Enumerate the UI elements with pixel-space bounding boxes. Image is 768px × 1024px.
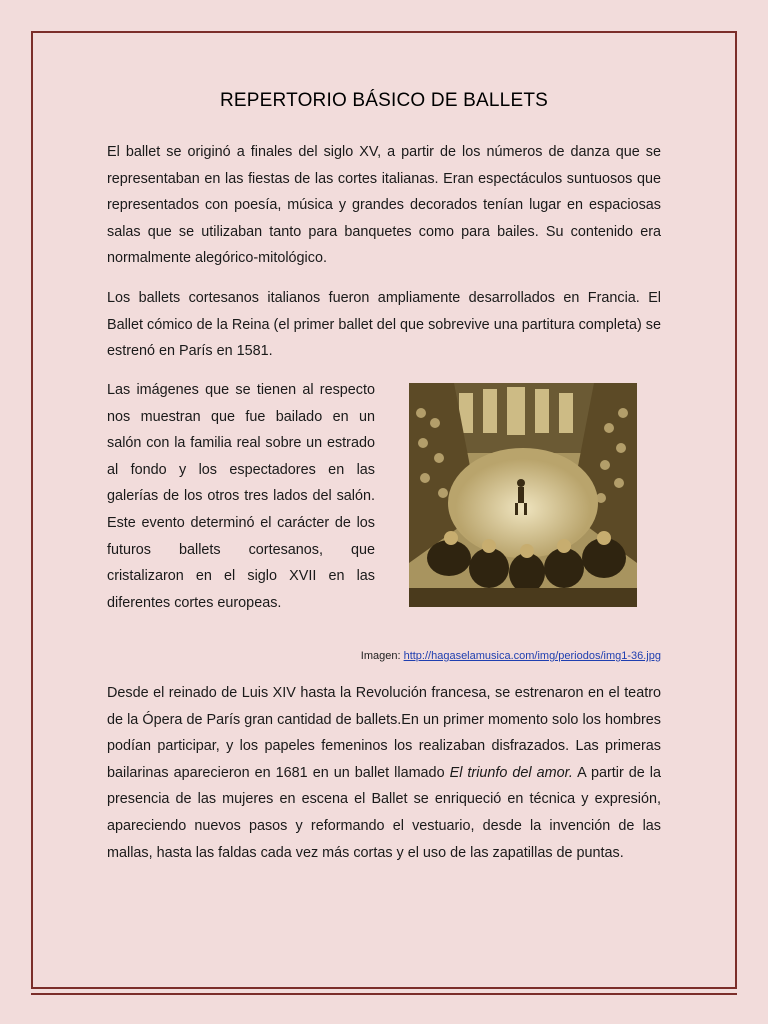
paragraph-luis-xiv-text: Desde el reinado de Luis XIV hasta la Revolución francesa, se estrenaron en el teatro de la Ópera de París gran cantidad de ballets.En un primer momento solo los hombres podían participar, y los papeles femeninos los realizaban disfrazados. Las primeras bailarinas aparecieron en 1681 en un ballet llamado — [107, 685, 661, 781]
caption-link[interactable]: http://hagaselamusica.com/img/periodos/img1-36.jpg — [403, 650, 661, 662]
image-caption — [107, 650, 661, 662]
paragraph-france: Los ballets cortesanos italianos fueron ampliamente desarrollados en Francia. El Ballet cómico de la Reina (el primer ballet del que sobrevive una partitura completa) se estrenó en París en 1581. — [107, 290, 661, 360]
paragraph-luis-xiv — [107, 680, 661, 866]
page-border-bottom-line — [31, 993, 737, 995]
paragraph-luis-xiv-text-end: A partir de la presencia de las mujeres en escena el Ballet se enriqueció en técnica y expresión, apareciendo nuevos pasos y reformando el vestuario, desde la invención de las mallas, hasta las faldas cada vez más cortas y el uso de las zapatillas de puntas. — [107, 764, 661, 861]
ballet-engraving-image — [409, 383, 637, 607]
ballet-engraving-illustration — [409, 383, 637, 607]
ballet-title-italic: El triunfo del amor. — [449, 764, 573, 781]
paragraph-images: Las imágenes que se tienen al respecto nos muestran que fue bailado en un salón con la familia real sobre un estrado al fondo y los espectadores en las galerías de los otros tres lados del salón. Este evento determinó el carácter de los futuros ballets cortesanos, que cristalizaron en el siglo XVII en las diferentes cortes europeas. — [107, 382, 375, 611]
caption-prefix: Imagen: — [360, 650, 404, 662]
paragraph-origin: El ballet se originó a finales del siglo XV, a partir de los números de danza que se representaban en las fiestas de las cortes italianas. Eran espectáculos suntuosos que representados con poesía, música y grandes decorados tenían lugar en espaciosas salas que se utilizaban tanto para banquetes como para bailes. Su contenido era normalmente alegórico-mitológico. — [107, 144, 661, 267]
document-title: REPERTORIO BÁSICO DE BALLETS — [220, 90, 548, 111]
